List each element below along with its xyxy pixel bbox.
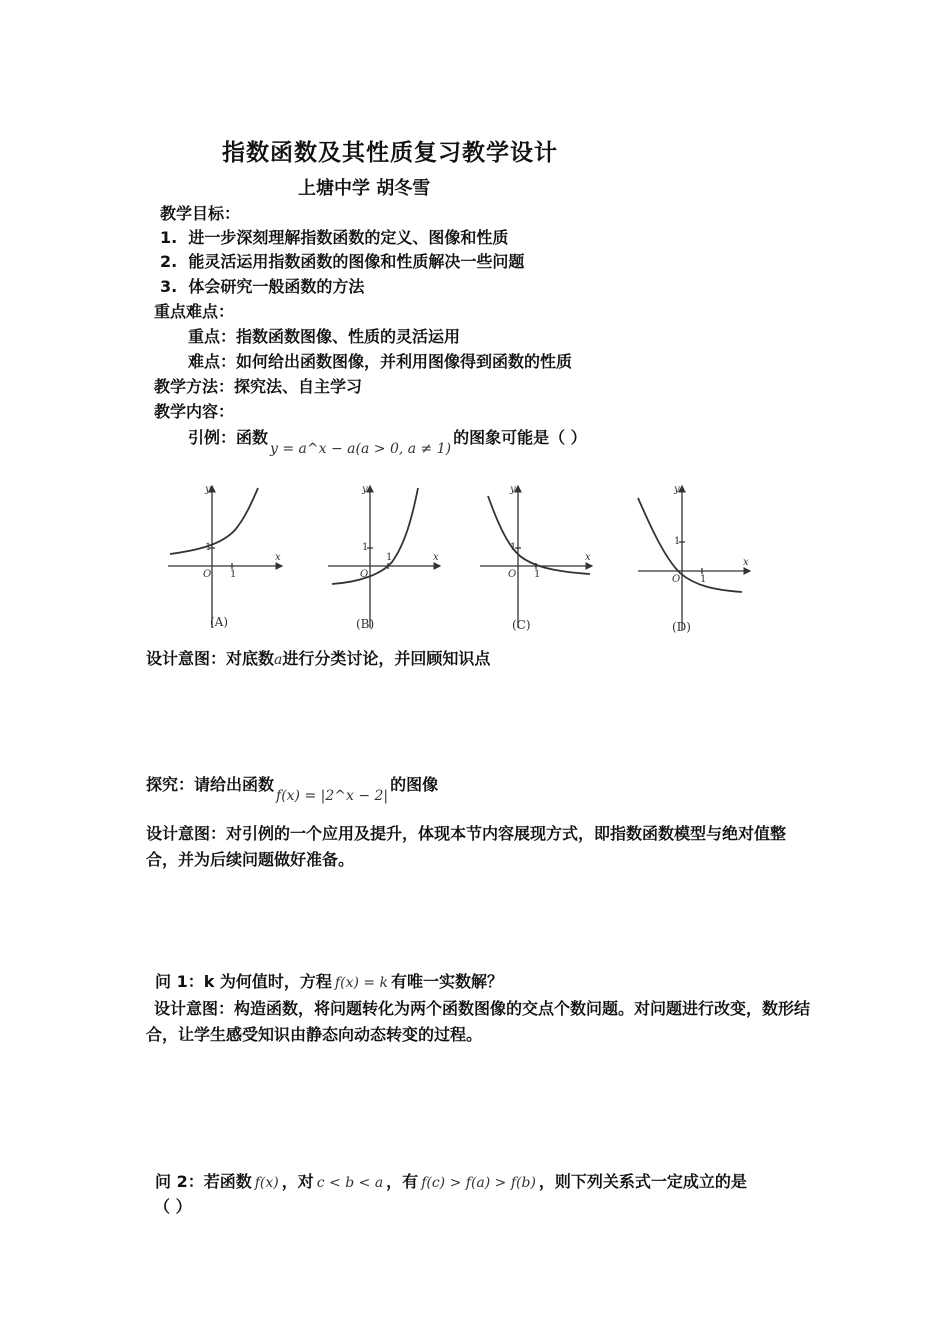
graph-b-curve [332,488,418,584]
author-line: 上塘中学 胡冬雪 [298,178,431,199]
intro-example [188,427,587,457]
q2-cond1: c < b < a [316,1175,384,1191]
document-title: 指数函数及其性质复习教学设计 [222,140,558,166]
graph-a-y-label: y [205,484,211,495]
graph-a-x-one: 1 [230,569,237,580]
graph-b-origin: O [360,569,369,580]
intro-formula: y = a^x − a(a > 0, a ≠ 1) [270,441,452,457]
graph-d-origin: O [672,574,681,585]
goal-num: 3. [160,277,178,296]
graph-c-y-label: y [510,484,516,495]
question-1 [155,971,503,994]
goal-num: 1. [160,228,178,247]
graph-c-x-one: 1 [534,569,541,580]
graph-a-x-label: x [275,552,281,563]
graph-c-origin: O [508,569,517,580]
candidate-graphs [160,478,760,640]
intent1-suffix: 进行分类讨论，并回顾知识点 [282,649,491,668]
graph-d-x-label: x [743,557,749,568]
goal-item-3 [160,276,364,298]
q2-f: f(x) [254,1175,279,1191]
intent1-prefix: 设计意图：对底数 [146,649,275,668]
goal-item-2 [160,251,524,273]
goal-text: 能灵活运用指数函数的图像和性质解决一些问题 [188,252,525,271]
intro-prefix: 引例：函数 [188,428,269,447]
graph-b-x-label: x [433,552,439,563]
q1-formula: f(x) = k [334,975,389,991]
goal-text: 进一步深刻理解指数函数的定义、图像和性质 [188,228,509,247]
keypoints-heading: 重点难点： [154,302,235,321]
graph-c-one: 1 [510,542,517,553]
intent1-var: a [274,652,283,668]
graph-label-b: (B) [356,617,375,631]
q2-mid2: ，有 [386,1172,419,1191]
q1-suffix: 有唯一实数解？ [391,972,504,991]
key-point: 重点：指数函数图像、性质的灵活运用 [188,327,461,346]
goal-text: 体会研究一般函数的方法 [188,277,365,296]
q1-prefix: 问 1：k 为何值时，方程 [155,972,332,991]
graph-a-origin: O [203,569,212,580]
explore-prefix: 探究：请给出函数 [146,775,275,794]
graph-label-d: (D) [672,620,691,634]
graph-b-y-label: y [362,484,368,495]
q2-prefix: 问 2：若函数 [155,1172,252,1191]
q2-mid1: ，对 [281,1172,314,1191]
graph-a-one: 1 [205,542,212,553]
graph-d-x-one: 1 [700,574,707,585]
graph-b-one: 1 [362,542,369,553]
q2-answer-paren: （ ） [154,1197,192,1216]
graph-c-x-label: x [585,552,591,563]
graph-d-one: 1 [674,536,681,547]
explore-question [146,774,439,804]
graph-b-x-one: 1 [386,552,393,563]
intro-suffix: 的图象可能是（ ） [453,428,587,447]
goal-item-1 [160,227,508,249]
teaching-method: 教学方法：探究法、自主学习 [154,377,363,396]
design-intent-3: 设计意图：构造函数，将问题转化为两个函数图像的交点个数问题。对问题进行改变，数形结合，让学生感受知识由静态向动态转变的过程。 [146,999,811,1044]
difficult-point: 难点：如何给出函数图像，并利用图像得到函数的性质 [188,352,573,371]
q2-cond2: f(c) > f(a) > f(b) [421,1175,536,1191]
design-intent-1 [146,648,490,671]
explore-formula: f(x) = |2^x − 2| [276,788,389,804]
explore-suffix: 的图像 [390,775,439,794]
q2-suffix: ，则下列关系式一定成立的是 [538,1172,747,1191]
question-2 [155,1171,747,1194]
graph-c-curve [488,496,590,574]
goal-num: 2. [160,252,178,271]
content-heading: 教学内容： [154,402,235,421]
graph-d-curve [638,498,742,592]
goals-heading: 教学目标： [160,204,241,223]
graph-label-c: (C) [512,618,531,632]
graph-label-a: (A) [210,615,229,629]
graph-a-curve [170,488,258,554]
graph-d-y-label: y [674,484,680,495]
design-intent-2: 设计意图：对引例的一个应用及提升，体现本节内容展现方式，即指数函数模型与绝对值整合，并为后续问题做好准备。 [146,824,787,869]
